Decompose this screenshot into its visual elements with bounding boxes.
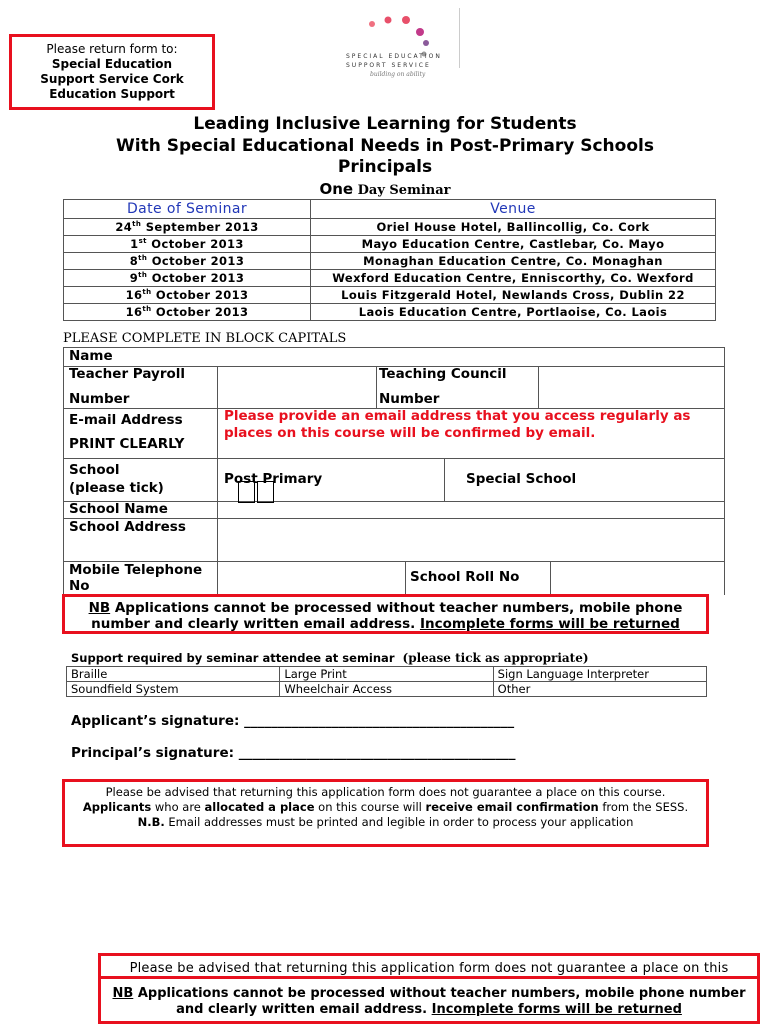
school-name-label: School Name bbox=[69, 501, 168, 517]
return-line: Education Support bbox=[49, 87, 175, 101]
council-number-label: Number bbox=[379, 391, 440, 407]
support-option[interactable]: Large Print bbox=[280, 667, 493, 682]
post-primary-label: Post Primary bbox=[224, 471, 323, 487]
seminar-venue: Mayo Education Centre, Castlebar, Co. Mayo bbox=[311, 236, 716, 253]
header-venue: Venue bbox=[311, 200, 716, 219]
title-line: Leading Inclusive Learning for Students bbox=[193, 114, 577, 134]
subtitle-one: One bbox=[319, 180, 354, 198]
subtitle bbox=[0, 180, 770, 198]
footer-nb-label: NB bbox=[112, 986, 134, 1001]
school-name-field[interactable] bbox=[218, 502, 723, 517]
mobile-label: Mobile Telephone bbox=[69, 562, 203, 578]
name-field[interactable] bbox=[218, 348, 723, 365]
support-title bbox=[71, 651, 589, 665]
logo-dot bbox=[402, 16, 410, 24]
support-title-text: Support required by seminar attendee at seminar bbox=[71, 651, 395, 665]
special-school-label: Special School bbox=[466, 471, 577, 487]
advice-line3: N.B. Email addresses must be printed and legible in order to process your application bbox=[137, 815, 634, 829]
please-tick-label: (please tick) bbox=[69, 480, 164, 496]
logo-tagline: building on ability bbox=[370, 71, 426, 78]
mobile-no-label: No bbox=[69, 578, 90, 594]
logo-divider bbox=[459, 8, 460, 68]
logo-dot bbox=[369, 21, 375, 27]
principal-signature: Principal’s signature: _________________________________________ bbox=[71, 745, 516, 761]
school-address-field[interactable] bbox=[218, 519, 723, 560]
email-label: E-mail Address bbox=[69, 412, 183, 428]
council-number-field[interactable] bbox=[539, 367, 723, 407]
mobile-field[interactable] bbox=[218, 562, 404, 594]
support-option[interactable]: Sign Language Interpreter bbox=[493, 667, 706, 682]
nb-label: NB bbox=[88, 600, 111, 616]
email-note: Please provide an email address that you access regularly as places on this course will be confirmed by email. bbox=[224, 408, 691, 441]
applicant-signature: Applicant’s signature: ________________________________________ bbox=[71, 713, 515, 729]
seminar-row bbox=[64, 236, 716, 253]
footer-advice-text: Please be advised that returning this application form does not guarantee a place on this bbox=[129, 961, 729, 976]
return-address-box bbox=[9, 34, 215, 110]
advice-box bbox=[62, 779, 709, 847]
seminar-dates-table bbox=[63, 199, 716, 321]
title-line: Principals bbox=[337, 157, 433, 177]
seminar-date: 8th October 2013 bbox=[64, 253, 311, 270]
seminar-date: 24th September 2013 bbox=[64, 219, 311, 236]
name-label: Name bbox=[69, 348, 113, 364]
school-roll-label: School Roll No bbox=[410, 569, 520, 585]
nb-notice bbox=[62, 594, 709, 634]
return-label: Please return form to: bbox=[46, 42, 178, 56]
title-line: With Special Educational Needs in Post-Primary Schools bbox=[116, 136, 654, 156]
support-title-paren: (please tick as appropriate) bbox=[402, 651, 589, 665]
payroll-number-label: Number bbox=[69, 391, 130, 407]
teaching-council-label: Teaching Council bbox=[379, 366, 507, 382]
advice-line1: Please be advised that returning this application form does not guarantee a place on this course. bbox=[105, 785, 666, 799]
block-capitals-note: PLEASE COMPLETE IN BLOCK CAPITALS bbox=[63, 331, 347, 346]
seminar-venue: Wexford Education Centre, Enniscorthy, Co. Wexford bbox=[311, 270, 716, 287]
support-option[interactable]: Soundfield System bbox=[67, 682, 280, 697]
support-option[interactable]: Wheelchair Access bbox=[280, 682, 493, 697]
seminar-date: 9th October 2013 bbox=[64, 270, 311, 287]
sess-logo bbox=[330, 10, 460, 85]
seminar-date: 16th October 2013 bbox=[64, 304, 311, 321]
nb-incomplete: Incomplete forms will be returned bbox=[419, 616, 680, 632]
seminar-venue: Monaghan Education Centre, Co. Monaghan bbox=[311, 253, 716, 270]
logo-dot bbox=[416, 28, 424, 36]
school-roll-field[interactable] bbox=[551, 562, 723, 594]
seminar-row bbox=[64, 287, 716, 304]
special-school-field[interactable] bbox=[445, 459, 723, 500]
logo-dot bbox=[423, 40, 429, 46]
seminar-date: 1st October 2013 bbox=[64, 236, 311, 253]
payroll-number-field[interactable] bbox=[218, 367, 375, 407]
footer-nb-notice bbox=[98, 976, 760, 1024]
support-option[interactable]: Braille bbox=[67, 667, 280, 682]
post-primary-checkbox[interactable] bbox=[257, 481, 274, 503]
logo-dot bbox=[385, 17, 392, 24]
logo-text: SUPPORT SERVICE bbox=[346, 62, 431, 69]
post-primary-checkbox[interactable] bbox=[238, 481, 255, 503]
school-address-label: School Address bbox=[69, 519, 186, 535]
email-field[interactable] bbox=[218, 442, 723, 457]
subtitle-rest: Day Seminar bbox=[353, 183, 451, 198]
seminar-date: 16th October 2013 bbox=[64, 287, 311, 304]
support-row bbox=[67, 682, 707, 697]
return-line: Special Education bbox=[51, 57, 173, 71]
seminar-row bbox=[64, 253, 716, 270]
seminar-row bbox=[64, 270, 716, 287]
support-option[interactable]: Other bbox=[493, 682, 706, 697]
seminar-row bbox=[64, 219, 716, 236]
teacher-payroll-label: Teacher Payroll bbox=[69, 366, 186, 382]
seminar-row bbox=[64, 304, 716, 321]
header-date: Date of Seminar bbox=[64, 200, 311, 219]
footer-nb-text: Applications cannot be processed without teacher numbers, mobile phone number and clearly written email address. bbox=[133, 986, 746, 1017]
logo-text: SPECIAL EDUCATION bbox=[346, 53, 442, 60]
footer-nb-incomplete: Incomplete forms will be returned bbox=[431, 1002, 682, 1017]
return-line: Support Service Cork bbox=[40, 72, 184, 86]
school-label: School bbox=[69, 462, 120, 478]
advice-line2: Applicants who are allocated a place on this course will receive email confirmation from the SESS. bbox=[82, 800, 689, 814]
nb-text: Applications cannot be processed without teacher numbers, mobile phone number and clearly written email address. bbox=[91, 600, 683, 632]
seminar-venue: Louis Fitzgerald Hotel, Newlands Cross, Dublin 22 bbox=[311, 287, 716, 304]
support-table bbox=[66, 666, 707, 697]
seminar-venue: Laois Education Centre, Portlaoise, Co. Laois bbox=[311, 304, 716, 321]
seminar-venue: Oriel House Hotel, Ballincollig, Co. Cork bbox=[311, 219, 716, 236]
print-clearly-label: PRINT CLEARLY bbox=[69, 436, 185, 452]
support-row bbox=[67, 667, 707, 682]
